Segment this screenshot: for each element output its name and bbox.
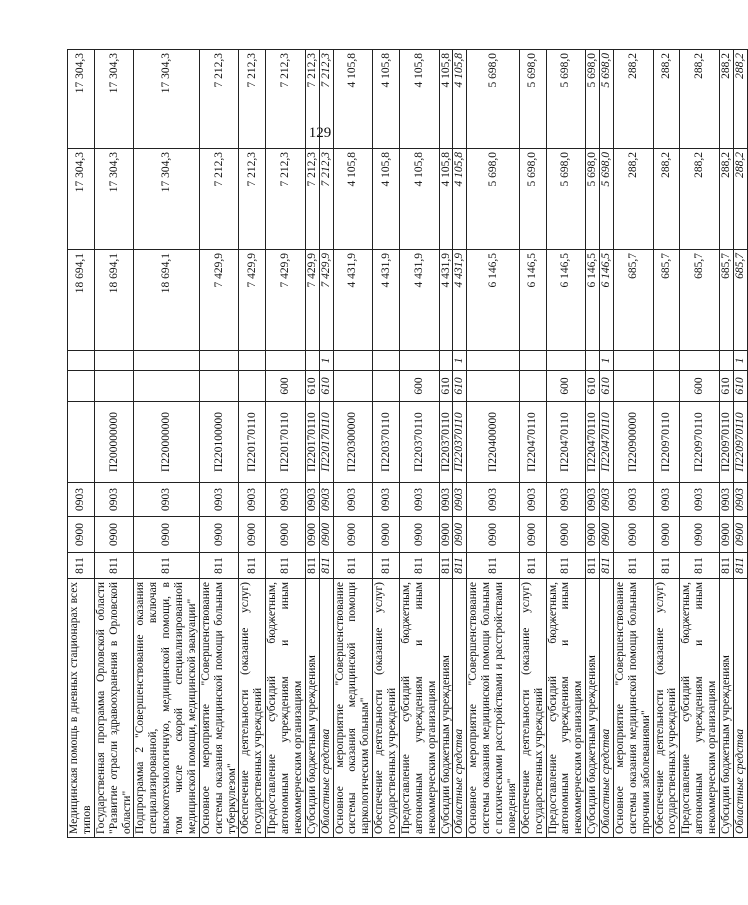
row-source-cell [68,351,95,371]
row-code-cell: 811 [453,553,467,579]
row-subsection-cell: 0903 [600,483,614,517]
row-amount-1-cell: 7 429,9 [319,250,333,351]
row-code-cell: 811 [305,553,319,579]
row-amount-3-cell: 5 698,0 [467,50,520,149]
row-section-cell: 0900 [719,517,733,553]
row-source-cell [653,351,680,371]
row-name-cell: Обеспечение деятельности (оказание услуг) государственных учреждений [373,579,400,838]
table-row [733,50,747,838]
row-expense-type-cell [239,371,266,402]
row-target-article-cell: П220300000 [333,402,373,483]
row-target-article-cell: П220370110 [453,402,467,483]
table-row [134,50,199,838]
row-source-cell [134,351,199,371]
row-amount-2-cell: 5 698,0 [600,149,614,250]
table-row [266,50,306,838]
row-amount-3-cell: 5 698,0 [586,50,600,149]
row-amount-3-cell: 288,2 [719,50,733,149]
row-target-article-cell: П220400000 [467,402,520,483]
table-row [467,50,520,838]
row-section-cell: 0900 [94,517,134,553]
row-subsection-cell: 0903 [546,483,586,517]
row-subsection-cell: 0903 [134,483,199,517]
row-amount-3-cell: 288,2 [733,50,747,149]
row-code-cell: 811 [333,553,373,579]
row-name-cell: Предоставление субсидий бюджетным, автономным учреждениям и иным некоммерческим организациям [546,579,586,838]
row-source-cell [199,351,239,371]
budget-table [67,49,748,838]
table-row [373,50,400,838]
table-row [453,50,467,838]
row-name-cell: Предоставление субсидий бюджетным, автономным учреждениям и иным некоммерческим организациям [399,579,439,838]
row-source-cell [719,351,733,371]
row-amount-2-cell: 288,2 [719,149,733,250]
row-amount-3-cell: 7 212,3 [266,50,306,149]
row-target-article-cell: П220970110 [719,402,733,483]
row-expense-type-cell [134,371,199,402]
row-target-article-cell: П220170110 [266,402,306,483]
row-code-cell: 811 [733,553,747,579]
row-section-cell: 0900 [600,517,614,553]
table-row [319,50,333,838]
row-amount-1-cell: 7 429,9 [305,250,319,351]
table-row [305,50,319,838]
row-subsection-cell: 0903 [305,483,319,517]
row-code-cell: 811 [134,553,199,579]
row-amount-3-cell: 4 105,8 [399,50,439,149]
row-amount-1-cell: 4 431,9 [373,250,400,351]
row-amount-3-cell: 288,2 [653,50,680,149]
row-source-cell [266,351,306,371]
row-subsection-cell: 0903 [719,483,733,517]
row-target-article-cell: П220000000 [134,402,199,483]
row-section-cell: 0900 [453,517,467,553]
row-source-cell [333,351,373,371]
row-source-cell [613,351,653,371]
row-amount-2-cell: 7 212,3 [199,149,239,250]
row-name-cell: Государственная программа Орловской области "Развитие отрасли здравоохранения в Орловской области" [94,579,134,838]
row-amount-2-cell: 4 105,8 [439,149,453,250]
row-section-cell: 0900 [519,517,546,553]
rotated-table-wrapper [67,50,746,838]
row-name-cell: Предоставление субсидий бюджетным, автономным учреждениям и иным некоммерческим организациям [680,579,720,838]
row-amount-3-cell: 5 698,0 [519,50,546,149]
row-amount-3-cell: 17 304,3 [134,50,199,149]
row-name-cell: Субсидии бюджетным учреждениям [305,579,319,838]
row-target-article-cell: П220100000 [199,402,239,483]
row-code-cell: 811 [68,553,95,579]
row-source-cell: 1 [453,351,467,371]
row-subsection-cell: 0903 [653,483,680,517]
row-subsection-cell: 0903 [68,483,95,517]
row-name-cell: Подпрограмма 2 "Совершенствование оказания специализированной, включая высокотехнологичную, медицинской помощи, в том числе скорой специализированной медицинской помощи, медицинской эвакуации" [134,579,199,838]
row-name-cell: Медицинская помощь в дневных стационарах всех типов [68,579,95,838]
row-subsection-cell: 0903 [519,483,546,517]
row-source-cell: 1 [319,351,333,371]
row-name-cell: Обеспечение деятельности (оказание услуг) государственных учреждений [653,579,680,838]
row-amount-1-cell: 685,7 [653,250,680,351]
row-section-cell: 0900 [586,517,600,553]
row-amount-1-cell: 685,7 [719,250,733,351]
row-amount-2-cell: 5 698,0 [586,149,600,250]
table-row [399,50,439,838]
row-amount-3-cell: 4 105,8 [453,50,467,149]
row-source-cell [373,351,400,371]
row-subsection-cell: 0903 [319,483,333,517]
table-row [600,50,614,838]
row-section-cell: 0900 [333,517,373,553]
row-amount-2-cell: 4 105,8 [399,149,439,250]
row-amount-3-cell: 7 212,3 [239,50,266,149]
row-expense-type-cell [467,371,520,402]
row-name-cell: Обеспечение деятельности (оказание услуг) государственных учреждений [519,579,546,838]
row-amount-1-cell: 4 431,9 [333,250,373,351]
row-amount-1-cell: 7 429,9 [199,250,239,351]
table-body [68,50,748,838]
row-expense-type-cell: 610 [600,371,614,402]
row-source-cell: 1 [600,351,614,371]
row-name-cell: Субсидии бюджетным учреждениям [439,579,453,838]
page-number: 129 [308,125,332,141]
row-code-cell: 811 [586,553,600,579]
row-target-article-cell: П220470110 [519,402,546,483]
row-expense-type-cell: 600 [680,371,720,402]
row-expense-type-cell: 610 [319,371,333,402]
row-name-cell: Областные средства [453,579,467,838]
row-target-article-cell: П220170110 [239,402,266,483]
row-target-article-cell: П220470110 [546,402,586,483]
table-row [680,50,720,838]
row-expense-type-cell: 610 [439,371,453,402]
row-subsection-cell: 0903 [467,483,520,517]
row-target-article-cell: П220970110 [680,402,720,483]
row-name-cell: Субсидии бюджетным учреждениям [719,579,733,838]
row-amount-2-cell: 7 212,3 [266,149,306,250]
row-amount-2-cell: 7 212,3 [239,149,266,250]
row-target-article-cell: П220900000 [613,402,653,483]
row-amount-3-cell: 7 212,3 [319,50,333,149]
row-amount-1-cell: 6 146,5 [519,250,546,351]
row-amount-1-cell: 685,7 [733,250,747,351]
row-target-article-cell: П220370110 [439,402,453,483]
row-target-article-cell: П220370110 [399,402,439,483]
row-amount-2-cell: 5 698,0 [546,149,586,250]
row-amount-3-cell: 288,2 [680,50,720,149]
row-amount-1-cell: 4 431,9 [399,250,439,351]
row-expense-type-cell [653,371,680,402]
row-section-cell: 0900 [546,517,586,553]
row-expense-type-cell: 610 [733,371,747,402]
row-amount-2-cell: 4 105,8 [373,149,400,250]
row-section-cell: 0900 [653,517,680,553]
row-expense-type-cell [613,371,653,402]
row-code-cell: 811 [519,553,546,579]
row-section-cell: 0900 [613,517,653,553]
table-row [719,50,733,838]
row-section-cell: 0900 [467,517,520,553]
row-amount-1-cell: 685,7 [680,250,720,351]
row-subsection-cell: 0903 [333,483,373,517]
row-amount-2-cell: 288,2 [613,149,653,250]
row-source-cell [305,351,319,371]
row-code-cell: 811 [94,553,134,579]
row-amount-2-cell: 288,2 [653,149,680,250]
row-expense-type-cell: 600 [266,371,306,402]
table-row [546,50,586,838]
row-subsection-cell: 0903 [239,483,266,517]
row-subsection-cell: 0903 [586,483,600,517]
row-name-cell: Субсидии бюджетным учреждениям [586,579,600,838]
row-amount-2-cell: 17 304,3 [134,149,199,250]
table-row [439,50,453,838]
row-code-cell: 811 [600,553,614,579]
row-amount-2-cell: 17 304,3 [68,149,95,250]
row-amount-2-cell: 4 105,8 [333,149,373,250]
row-amount-2-cell: 5 698,0 [519,149,546,250]
row-target-article-cell: П200000000 [94,402,134,483]
row-amount-1-cell: 6 146,5 [467,250,520,351]
row-expense-type-cell: 610 [719,371,733,402]
row-name-cell: Областные средства [319,579,333,838]
row-amount-3-cell: 4 105,8 [333,50,373,149]
row-amount-3-cell: 4 105,8 [373,50,400,149]
row-code-cell: 811 [399,553,439,579]
row-section-cell: 0900 [319,517,333,553]
row-amount-2-cell: 288,2 [680,149,720,250]
row-subsection-cell: 0903 [680,483,720,517]
row-name-cell: Областные средства [733,579,747,838]
row-subsection-cell: 0903 [199,483,239,517]
row-amount-3-cell: 7 212,3 [199,50,239,149]
row-source-cell [680,351,720,371]
row-source-cell [94,351,134,371]
row-expense-type-cell: 610 [586,371,600,402]
row-target-article-cell: П220970110 [653,402,680,483]
row-amount-3-cell: 4 105,8 [439,50,453,149]
row-code-cell: 811 [373,553,400,579]
row-amount-2-cell: 288,2 [733,149,747,250]
row-source-cell [239,351,266,371]
row-section-cell: 0900 [373,517,400,553]
row-code-cell: 811 [239,553,266,579]
row-subsection-cell: 0903 [453,483,467,517]
row-amount-1-cell: 6 146,5 [546,250,586,351]
row-name-cell: Обеспечение деятельности (оказание услуг) государственных учреждений [239,579,266,838]
table-row [239,50,266,838]
row-expense-type-cell: 610 [453,371,467,402]
row-expense-type-cell [68,371,95,402]
row-code-cell: 811 [653,553,680,579]
row-code-cell: 811 [266,553,306,579]
row-amount-1-cell: 685,7 [613,250,653,351]
row-section-cell: 0900 [399,517,439,553]
row-source-cell [519,351,546,371]
row-subsection-cell: 0903 [439,483,453,517]
row-source-cell [439,351,453,371]
table-row [68,50,95,838]
row-section-cell: 0900 [439,517,453,553]
row-subsection-cell: 0903 [613,483,653,517]
row-name-cell: Предоставление субсидий бюджетным, автономным учреждениям и иным некоммерческим организациям [266,579,306,838]
row-section-cell: 0900 [680,517,720,553]
row-source-cell: 1 [733,351,747,371]
row-code-cell: 811 [467,553,520,579]
row-section-cell: 0900 [68,517,95,553]
row-source-cell [586,351,600,371]
table-row [519,50,546,838]
row-section-cell: 0900 [199,517,239,553]
row-amount-1-cell: 6 146,5 [586,250,600,351]
row-code-cell: 811 [199,553,239,579]
row-amount-1-cell: 18 694,1 [68,250,95,351]
row-amount-2-cell: 7 212,3 [319,149,333,250]
row-target-article-cell: П220470110 [586,402,600,483]
row-expense-type-cell [519,371,546,402]
row-section-cell: 0900 [134,517,199,553]
row-amount-2-cell: 7 212,3 [305,149,319,250]
row-name-cell: Областные средства [600,579,614,838]
row-section-cell: 0900 [733,517,747,553]
row-amount-3-cell: 7 212,3 [305,50,319,149]
row-code-cell: 811 [613,553,653,579]
row-amount-1-cell: 4 431,9 [453,250,467,351]
table-row [199,50,239,838]
row-code-cell: 811 [719,553,733,579]
row-amount-3-cell: 5 698,0 [600,50,614,149]
row-amount-1-cell: 6 146,5 [600,250,614,351]
row-amount-3-cell: 288,2 [613,50,653,149]
row-target-article-cell: П220470110 [600,402,614,483]
row-target-article-cell: П220170110 [305,402,319,483]
row-expense-type-cell [373,371,400,402]
row-target-article-cell: П220970110 [733,402,747,483]
row-target-article-cell: П220170110 [319,402,333,483]
row-expense-type-cell [94,371,134,402]
row-amount-1-cell: 7 429,9 [239,250,266,351]
row-amount-1-cell: 7 429,9 [266,250,306,351]
row-amount-1-cell: 4 431,9 [439,250,453,351]
row-amount-2-cell: 5 698,0 [467,149,520,250]
row-amount-1-cell: 18 694,1 [94,250,134,351]
table-row [94,50,134,838]
row-code-cell: 811 [439,553,453,579]
row-section-cell: 0900 [305,517,319,553]
row-amount-3-cell: 5 698,0 [546,50,586,149]
row-amount-2-cell: 17 304,3 [94,149,134,250]
row-source-cell [546,351,586,371]
row-subsection-cell: 0903 [94,483,134,517]
row-code-cell: 811 [319,553,333,579]
row-name-cell: Основное мероприятие "Совершенствование системы оказания медицинской помощи больным с психическими расстройствами и расстройствами поведения" [467,579,520,838]
table-row [333,50,373,838]
row-expense-type-cell [333,371,373,402]
row-expense-type-cell [199,371,239,402]
row-subsection-cell: 0903 [733,483,747,517]
table-row [653,50,680,838]
table-row [586,50,600,838]
row-target-article-cell [68,402,95,483]
row-source-cell [467,351,520,371]
row-subsection-cell: 0903 [399,483,439,517]
row-name-cell: Основное мероприятие "Совершенствование системы оказания медицинской помощи больным прочими заболеваниями" [613,579,653,838]
row-name-cell: Основное мероприятие "Совершенствование системы оказания медицинской помощи больным туберкулезом" [199,579,239,838]
row-code-cell: 811 [680,553,720,579]
row-expense-type-cell: 600 [546,371,586,402]
row-subsection-cell: 0903 [373,483,400,517]
row-section-cell: 0900 [239,517,266,553]
row-expense-type-cell: 600 [399,371,439,402]
row-subsection-cell: 0903 [266,483,306,517]
row-name-cell: Основное мероприятие "Совершенствование системы оказания медицинской помощи наркологическим больным" [333,579,373,838]
row-amount-3-cell: 17 304,3 [94,50,134,149]
row-code-cell: 811 [546,553,586,579]
table-row [613,50,653,838]
row-source-cell [399,351,439,371]
row-target-article-cell: П220370110 [373,402,400,483]
row-amount-1-cell: 18 694,1 [134,250,199,351]
row-section-cell: 0900 [266,517,306,553]
row-amount-3-cell: 17 304,3 [68,50,95,149]
row-expense-type-cell: 610 [305,371,319,402]
row-amount-2-cell: 4 105,8 [453,149,467,250]
